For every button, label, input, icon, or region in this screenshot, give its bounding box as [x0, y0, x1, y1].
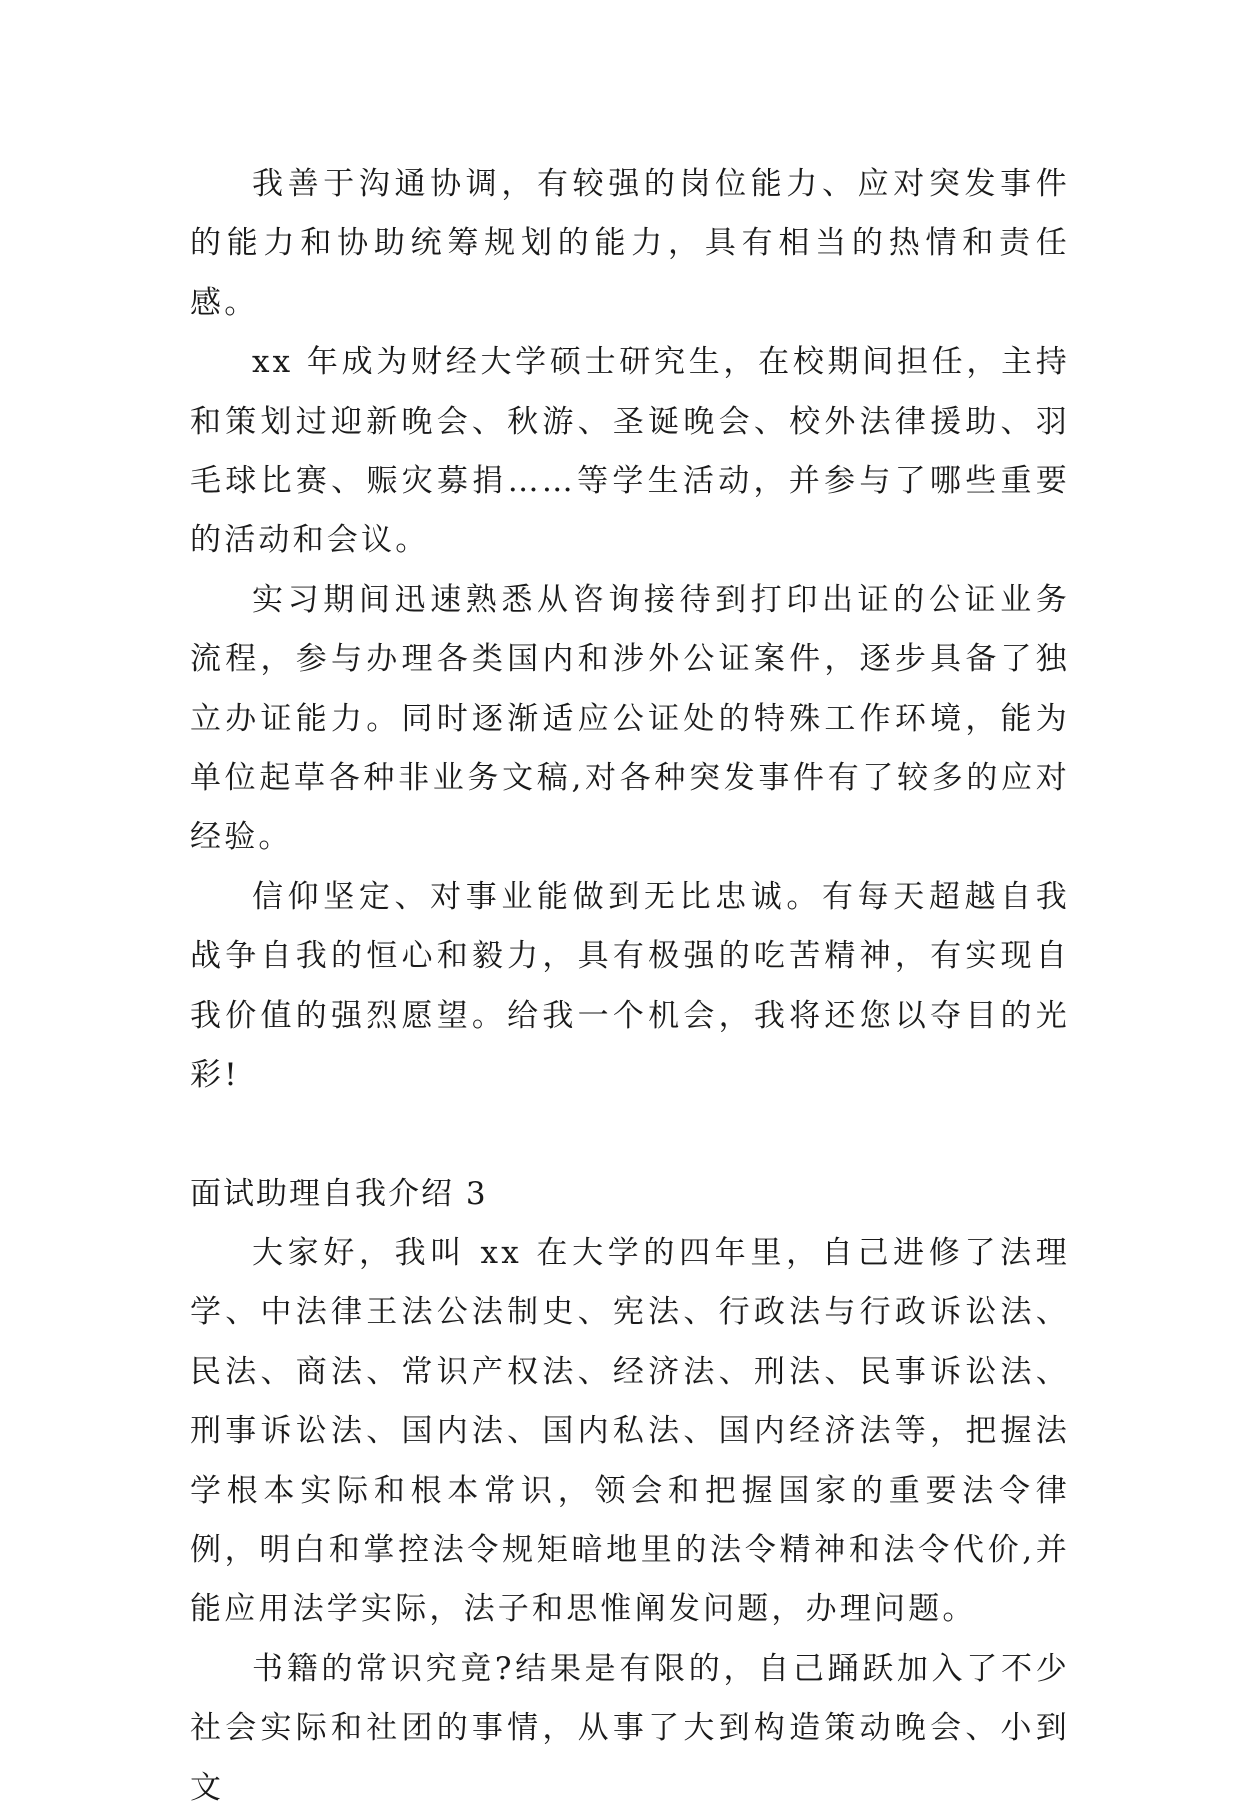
- section-heading: 面试助理自我介绍 3: [190, 1175, 488, 1212]
- paragraph-social-practice: 书籍的常识究竟?结果是有限的，自己踊跃加入了不少社会实际和社团的事情，从事了大到构造策动晚会、小到文: [190, 1650, 1070, 1806]
- paragraph-communication: 我善于沟通协调，有较强的岗位能力、应对突发事件的能力和协助统筹规划的能力，具有相当的热情和责任感。: [190, 166, 1070, 321]
- paragraph-internship: 实习期间迅速熟悉从咨询接待到打印出证的公证业务流程，参与办理各类国内和涉外公证案件，逐步具备了独立办证能力。同时逐渐适应公证处的特殊工作环境，能为单位起草各种非业务文稿,对各种突发事件有了较多的应对经验。: [190, 581, 1070, 856]
- document-body: [190, 155, 1070, 1818]
- paragraph-belief: 信仰坚定、对事业能做到无比忠诚。有每天超越自我战争自我的恒心和毅力，具有极强的吃苦精神，有实现自我价值的强烈愿望。给我一个机会，我将还您以夺目的光彩!: [190, 878, 1070, 1094]
- paragraph-law-courses: 大家好，我叫 xx 在大学的四年里，自己进修了法理学、中法律王法公法制史、宪法、行政法与行政诉讼法、民法、商法、常识产权法、经济法、刑法、民事诉讼法、刑事诉讼法、国内法、国内私法、国内经济法等，把握法学根本实际和根本常识，领会和把握国家的重要法令律例，明白和掌控法令规矩暗地里的法令精神和法令代价,并能应用法学实际，法子和思惟阐发问题，办理问题。: [190, 1234, 1070, 1628]
- paragraph-graduate-study: xx 年成为财经大学硕士研究生，在校期间担任，主持和策划过迎新晚会、秋游、圣诞晚会、校外法律援助、羽毛球比赛、赈灾募捐……等学生活动，并参与了哪些重要的活动和会议。: [190, 344, 1070, 559]
